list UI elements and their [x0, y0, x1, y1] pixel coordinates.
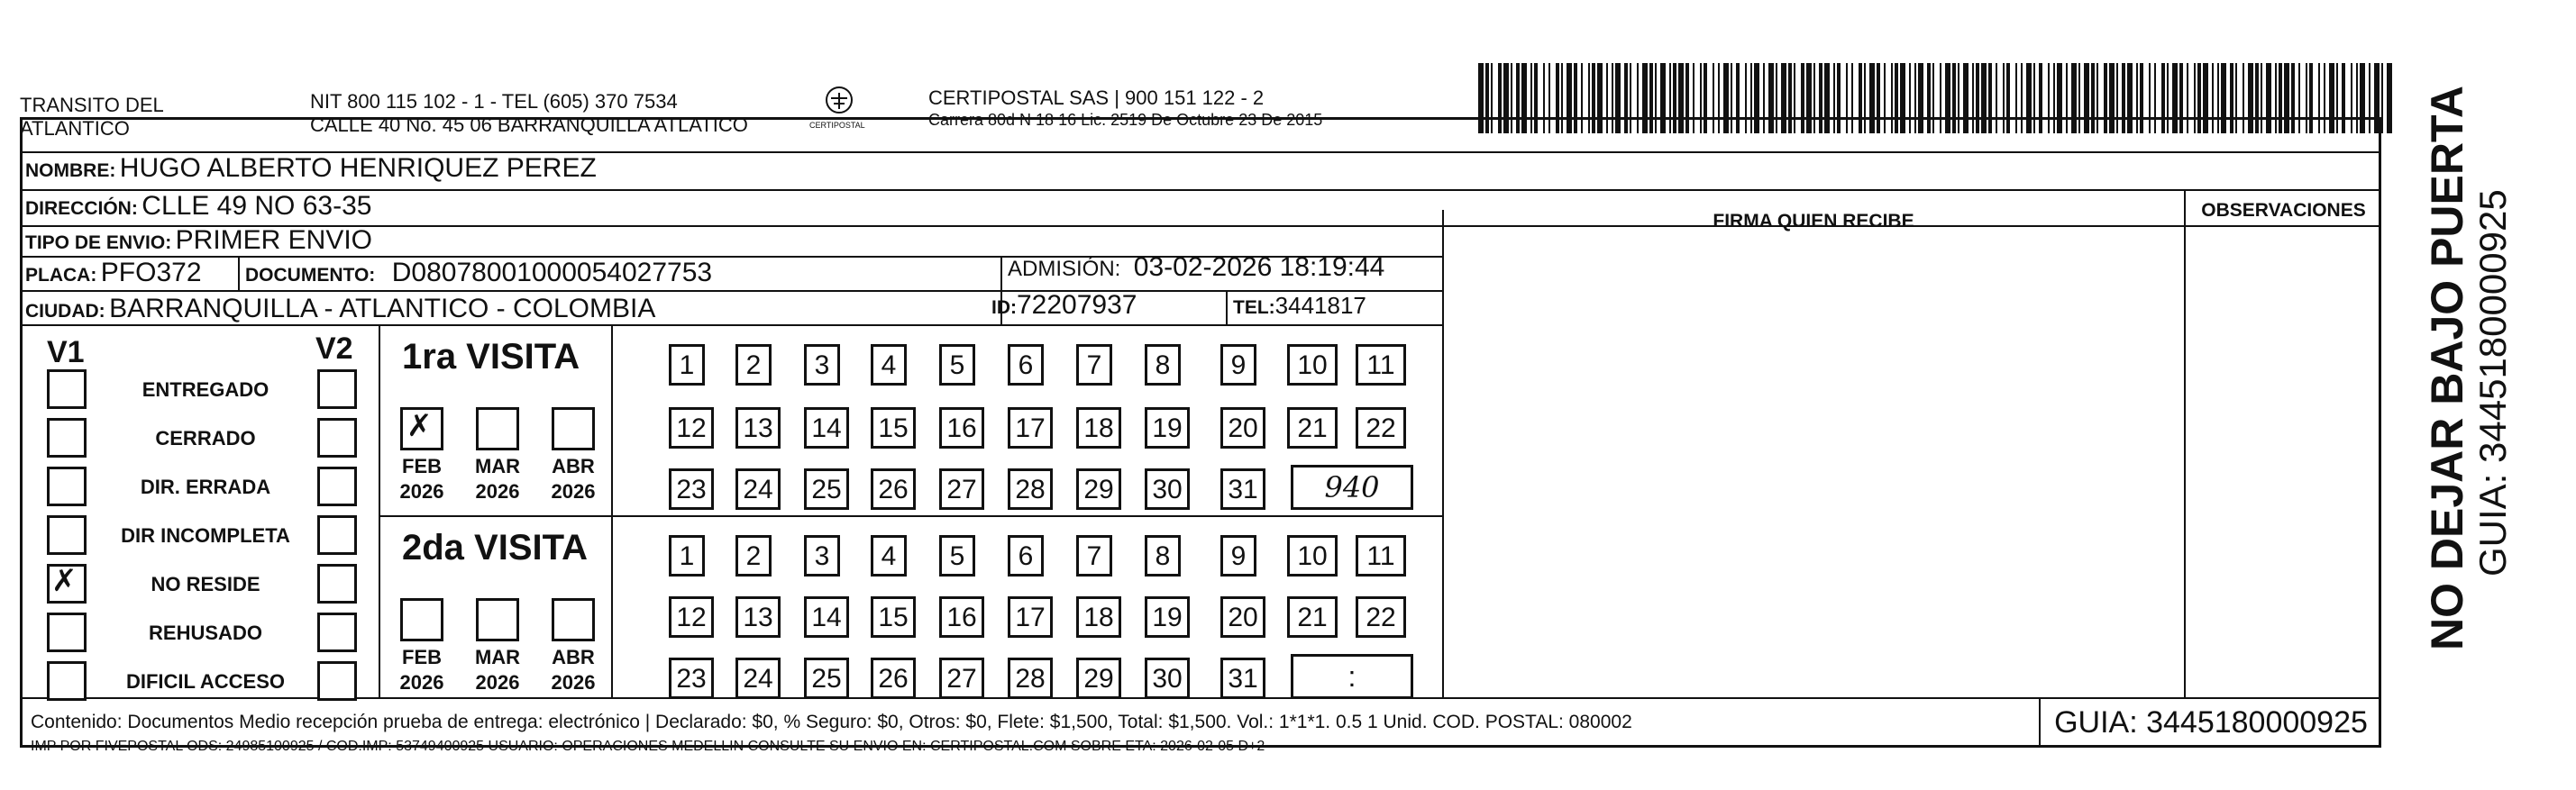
- print-info-line: IMP POR FIVEPOSTAL ODS: 24985100925 / COD.IMP: 53749400925 USUARIO: OPERACIONES MEDELLIN CONSULTE SU ENVIO EN: CERTIPOSTAL.COM SOBRE ETA: 2026-02-05 D+2: [31, 739, 1265, 754]
- day-box[interactable]: 6: [1008, 535, 1044, 577]
- day-box[interactable]: 18: [1076, 596, 1121, 638]
- id-value: 72207937: [1017, 290, 1137, 320]
- day-box[interactable]: 3: [804, 344, 840, 386]
- day-box[interactable]: 18: [1076, 407, 1121, 449]
- status-label: DIFICIL ACCESO: [125, 670, 285, 693]
- direccion-label: DIRECCIÓN:: [25, 198, 138, 219]
- v2-checkbox[interactable]: [317, 467, 357, 506]
- nombre-field: [25, 153, 597, 184]
- id-field: [991, 290, 1137, 321]
- day-box[interactable]: 1: [669, 344, 705, 386]
- direccion-field: [25, 191, 371, 222]
- year-label: 2026: [551, 671, 596, 694]
- day-box[interactable]: 7: [1076, 535, 1112, 577]
- v1-checkbox[interactable]: [47, 467, 87, 506]
- rule: [611, 324, 613, 697]
- day-box[interactable]: 21: [1287, 407, 1338, 449]
- tipo-envio-field: [25, 225, 372, 256]
- month-label: MAR: [474, 455, 521, 477]
- status-label: CERRADO: [155, 427, 256, 449]
- day-box[interactable]: 31: [1220, 468, 1265, 510]
- v2-checkbox[interactable]: [317, 515, 357, 555]
- tipo-envio-value: PRIMER ENVIO: [175, 225, 373, 255]
- day-box[interactable]: 20: [1220, 596, 1265, 638]
- v2-checkbox[interactable]: [317, 564, 357, 604]
- nombre-label: NOMBRE:: [25, 160, 116, 181]
- month-year-label: [466, 454, 529, 504]
- rule: [379, 324, 380, 697]
- month-year-label: [466, 645, 529, 695]
- org-line-1: TRANSITO DEL: [20, 94, 164, 116]
- second-visit-title: 2da VISITA: [402, 528, 588, 568]
- status-label: ENTREGADO: [142, 378, 269, 401]
- tel-field: [1233, 292, 1366, 320]
- rule: [20, 324, 1444, 326]
- certipostal-logo: [818, 86, 860, 122]
- nombre-value: HUGO ALBERTO HENRIQUEZ PEREZ: [119, 153, 597, 183]
- year-label: 2026: [399, 480, 444, 503]
- day-box[interactable]: 2: [735, 344, 772, 386]
- month-checkbox[interactable]: [400, 407, 443, 450]
- day-box[interactable]: 30: [1145, 468, 1190, 510]
- day-box[interactable]: 9: [1220, 344, 1256, 386]
- day-box[interactable]: 8: [1145, 344, 1181, 386]
- month-checkbox[interactable]: [476, 598, 519, 641]
- contents-line: Contenido: Documentos Medio recepción prueba de entrega: electrónico | Declarado: $0, % Seguro: $0, Otros: $0, Flete: $1,500, Total: $1,500. Vol.: 1*1*1. 0.5 1 Unid. COD. POSTAL: 080002: [31, 712, 1632, 732]
- month-checkbox[interactable]: [552, 598, 595, 641]
- id-label: ID:: [991, 297, 1017, 318]
- day-box[interactable]: 23: [669, 468, 714, 510]
- day-box[interactable]: 4: [871, 535, 907, 577]
- v2-checkbox[interactable]: [317, 613, 357, 652]
- day-box[interactable]: 24: [735, 658, 781, 699]
- day-box[interactable]: 7: [1076, 344, 1112, 386]
- day-box[interactable]: 11: [1356, 344, 1406, 386]
- placa-label: PLACA:: [25, 265, 97, 286]
- rule: [20, 697, 2381, 699]
- v2-checkbox[interactable]: [317, 418, 357, 458]
- barcode-bar: [2387, 63, 2392, 133]
- day-box[interactable]: 4: [871, 344, 907, 386]
- v1-checkbox[interactable]: [47, 564, 87, 604]
- status-label: REHUSADO: [149, 622, 262, 644]
- day-box[interactable]: 25: [804, 658, 849, 699]
- year-label: 2026: [475, 480, 520, 503]
- visit-time-box[interactable]: :: [1291, 654, 1413, 699]
- day-box[interactable]: 31: [1220, 658, 1265, 699]
- month-label: FEB: [402, 455, 442, 477]
- day-box[interactable]: 8: [1145, 535, 1181, 577]
- admision-value: 03-02-2026 18:19:44: [1133, 252, 1385, 282]
- v1-checkbox[interactable]: [47, 613, 87, 652]
- month-checkbox[interactable]: [552, 407, 595, 450]
- day-box[interactable]: 2: [735, 535, 772, 577]
- day-box[interactable]: 22: [1356, 596, 1406, 638]
- month-checkbox[interactable]: [400, 598, 443, 641]
- address-line: CALLE 40 No. 45 06 BARRANQUILLA ATLATICO: [310, 114, 748, 136]
- signature-area[interactable]: [1444, 236, 2184, 697]
- side-guia: GUIA: 3445180000925: [2471, 189, 2514, 577]
- v2-header: V2: [315, 331, 353, 366]
- day-box[interactable]: 29: [1076, 658, 1121, 699]
- handwritten-x-mark: ✗: [51, 563, 78, 599]
- day-box[interactable]: 3: [804, 535, 840, 577]
- day-box[interactable]: 19: [1145, 407, 1190, 449]
- v1-checkbox[interactable]: [47, 661, 87, 701]
- day-box[interactable]: 1: [669, 535, 705, 577]
- day-box[interactable]: 30: [1145, 658, 1190, 699]
- visit-time-box[interactable]: 940: [1291, 465, 1413, 510]
- rule: [20, 189, 2381, 191]
- ciudad-value: BARRANQUILLA - ATLANTICO - COLOMBIA: [109, 294, 656, 323]
- month-label: ABR: [552, 455, 595, 477]
- day-box[interactable]: 22: [1356, 407, 1406, 449]
- rule: [1226, 290, 1228, 324]
- rule: [379, 515, 1442, 517]
- day-box[interactable]: 10: [1287, 535, 1338, 577]
- day-box[interactable]: 10: [1287, 344, 1338, 386]
- day-box[interactable]: 5: [939, 344, 975, 386]
- rule: [20, 290, 1444, 292]
- day-box[interactable]: 19: [1145, 596, 1190, 638]
- day-box[interactable]: 29: [1076, 468, 1121, 510]
- handwritten-check-mark: ✗: [406, 408, 433, 444]
- day-box[interactable]: 23: [669, 658, 714, 699]
- day-box[interactable]: 28: [1008, 658, 1053, 699]
- year-label: 2026: [399, 671, 444, 694]
- ciudad-field: [25, 294, 655, 324]
- day-box[interactable]: 20: [1220, 407, 1265, 449]
- side-warning: NO DEJAR BAJO PUERTA: [2422, 86, 2472, 650]
- day-box[interactable]: 17: [1008, 407, 1053, 449]
- month-label: MAR: [474, 646, 521, 668]
- day-box[interactable]: 24: [735, 468, 781, 510]
- day-box[interactable]: 14: [804, 407, 849, 449]
- day-box[interactable]: 11: [1356, 535, 1406, 577]
- carrier-line-2: Carrera 80d N 18 16 Lic. 2519 De Octubre 23 De 2015: [928, 111, 1323, 129]
- tel-label: TEL:: [1233, 297, 1275, 318]
- v1-checkbox[interactable]: [47, 418, 87, 458]
- day-box[interactable]: 28: [1008, 468, 1053, 510]
- tipo-envio-label: TIPO DE ENVIO:: [25, 232, 172, 253]
- documento-field: [245, 258, 712, 288]
- day-box[interactable]: 21: [1287, 596, 1338, 638]
- day-box[interactable]: 16: [939, 596, 984, 638]
- firma-header: FIRMA QUIEN RECIBE: [1713, 211, 1914, 232]
- day-box[interactable]: 17: [1008, 596, 1053, 638]
- first-visit-title: 1ra VISITA: [402, 337, 580, 377]
- v1-checkbox[interactable]: [47, 515, 87, 555]
- day-box[interactable]: 5: [939, 535, 975, 577]
- day-box[interactable]: 26: [871, 658, 916, 699]
- admision-field: [1008, 252, 1384, 283]
- day-box[interactable]: 15: [871, 596, 916, 638]
- guia-number: GUIA: 3445180000925: [2039, 697, 2381, 748]
- month-label: FEB: [402, 646, 442, 668]
- month-year-label: [542, 645, 605, 695]
- v1-checkbox[interactable]: [47, 369, 87, 409]
- org-line-2: ATLANTICO: [20, 117, 130, 140]
- day-box[interactable]: 12: [669, 596, 714, 638]
- observaciones-header: OBSERVACIONES: [2201, 200, 2366, 221]
- v2-checkbox[interactable]: [317, 369, 357, 409]
- month-label: ABR: [552, 646, 595, 668]
- status-label: DIR. ERRADA: [140, 476, 271, 498]
- year-label: 2026: [551, 480, 596, 503]
- nit-line: NIT 800 115 102 - 1 - TEL (605) 370 7534: [310, 90, 678, 113]
- logo-text: CERTIPOSTAL: [809, 121, 865, 130]
- day-box[interactable]: 27: [939, 658, 984, 699]
- day-box[interactable]: 13: [735, 407, 781, 449]
- day-box[interactable]: 26: [871, 468, 916, 510]
- placa-value: PFO372: [100, 258, 202, 287]
- day-box[interactable]: 6: [1008, 344, 1044, 386]
- status-label: DIR INCOMPLETA: [121, 524, 290, 547]
- placa-field: [25, 258, 202, 288]
- v2-checkbox[interactable]: [317, 661, 357, 701]
- year-label: 2026: [475, 671, 520, 694]
- day-box[interactable]: 9: [1220, 535, 1256, 577]
- v1-header: V1: [47, 335, 85, 369]
- day-box[interactable]: 12: [669, 407, 714, 449]
- ciudad-label: CIUDAD:: [25, 301, 105, 322]
- documento-value: D08078001000054027753: [391, 258, 713, 287]
- day-box[interactable]: 27: [939, 468, 984, 510]
- documento-label: DOCUMENTO:: [245, 265, 376, 286]
- observations-area[interactable]: [2186, 227, 2381, 697]
- tel-value: 3441817: [1274, 292, 1366, 319]
- month-checkbox[interactable]: [476, 407, 519, 450]
- day-box[interactable]: 14: [804, 596, 849, 638]
- month-year-label: [542, 454, 605, 504]
- certipostal-logo-icon: [818, 86, 860, 122]
- status-label: NO RESIDE: [151, 573, 260, 595]
- month-year-label: [390, 645, 453, 695]
- month-year-label: [390, 454, 453, 504]
- rule: [238, 256, 240, 290]
- carrier-line-1: CERTIPOSTAL SAS | 900 151 122 - 2: [928, 86, 1265, 109]
- admision-label: ADMISIÓN:: [1008, 257, 1121, 281]
- day-box[interactable]: 25: [804, 468, 849, 510]
- day-box[interactable]: 15: [871, 407, 916, 449]
- direccion-value: CLLE 49 NO 63-35: [142, 191, 372, 221]
- day-box[interactable]: 13: [735, 596, 781, 638]
- day-box[interactable]: 16: [939, 407, 984, 449]
